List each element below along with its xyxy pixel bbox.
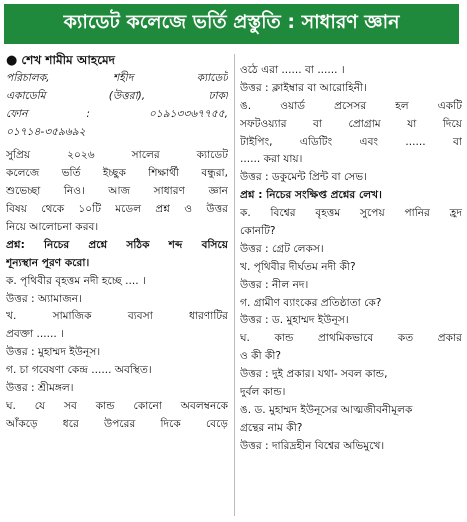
body-line: দুর্বল কান্ড। [240,386,286,399]
answer-line: উত্তর : ক্লাইম্বার বা আরোহিনী। [240,81,367,94]
answer-line: উত্তর : দুই প্রকার। যথা- সবল কান্ড, [240,368,388,381]
answer-line: উত্তর : নীল নদ। [240,278,309,291]
body-line: টাইপিং, এডিটিং এবং ...... বা [240,135,462,148]
body-line: খ. সামাজিক ব্যবসা ধারণাটির [6,310,228,323]
body-line: খ. পৃথিবীর দীর্ঘতম নদী কী? [240,260,356,273]
bullet-icon: ● [6,53,18,68]
body-line: ঘ. যে সব কান্ড কোনো অবলম্বনকে [6,399,228,412]
body-line: গ্রন্থের নাম কী? [240,421,303,434]
question-heading: প্রশ্ন : নিচের সংক্ষিপ্ত প্রশ্নের লেখ। [240,189,382,202]
body-line: কোনটি? [240,225,276,238]
body-line: ওঠে এরা ...... বা ...... । [240,64,345,76]
answer-line: উত্তর : গ্রেট লেকস। [240,242,324,255]
question-heading: শূন্যস্থান পূরণ করো। [6,256,90,269]
body-line: ও কী কী? [240,350,282,363]
headline-title: ক্যাডেট কলেজে ভর্তি প্রস্তুতি : সাধারণ জ্ঞান [63,11,400,33]
body-line: গ. চা গবেষণা কেন্দ্র ...... অবস্থিত। [6,364,152,377]
author-line: একাডেমি (উত্তরা), ঢাকা [6,89,228,102]
question-heading: প্রশ্ন: নিচের প্রশ্নে সঠিক শব্দ বসিয়ে [6,238,228,251]
body-line: ক. বিশ্বের বৃহত্তম সুপেয় পানির হ্রদ [240,207,462,220]
right-column [240,62,462,456]
body-line: বিষয় থেকে ১০টি মডেল প্রশ্ন ও উত্তর [6,203,228,216]
body-line: প্রবক্তা ...... । [6,328,64,341]
author-line: পরিচালক, শহীদ ক্যাডেট [6,71,228,84]
answer-line: উত্তর : শ্রীমঙ্গল। [6,382,74,395]
answer-line: উত্তর : দারিদ্রহীন বিশ্বের অভিমুখে। [240,439,385,452]
body-line: নিয়ে আলোচনা করব। [6,221,99,234]
body-line: ...... করা যায়। [240,153,303,166]
author-phone: ০১৭১৪-৩৫৯৬৯২ [6,125,86,138]
author-phone: ফোন : ০১৯১৩৩৬৭৭৫৫, [6,107,228,120]
body-line: শুভেচ্ছা নিও। আজ সাধারণ জ্ঞান [6,185,228,198]
answer-line: উত্তর : ড. মুহাম্মদ ইউনূস। [240,314,349,327]
column-divider [234,54,235,516]
body-line: ঙ. ওয়ার্ড প্রসেসর হল একটি [240,99,462,112]
body-line: সুপ্রিয় ২০২৬ সালের ক্যাডেট [6,149,228,162]
body-line: ক. পৃথিবীর বৃহত্তম নদী হচ্ছে .... । [6,274,146,287]
answer-line: উত্তর : মুহাম্মদ ইউনূস। [6,346,101,359]
answer-line: উত্তর : ডকুমেন্ট প্রিন্ট বা সেভ। [240,171,367,184]
author-name: ● শেখ শামীম আহমেদ [6,53,115,68]
body-line: সফটওয়্যার বা প্রোগ্রাম যা দিয়ে [240,117,462,130]
right-body [240,62,462,456]
body-line: গ. গ্রামীণ ব্যাংকের প্রতিষ্ঠাতা কে? [240,296,382,309]
body-line: আঁকড়ে ধরে উপরের দিকে বেড়ে [6,417,228,430]
left-body [6,147,228,433]
body-line: ঙ. ড. মুহাম্মদ ইউনূসের আত্মজীবনীমূলক [240,403,413,416]
body-line: ঘ. কান্ড প্রাথমিকভাবে কত প্রকার [240,332,462,345]
answer-line: উত্তর : অ্যামাজন। [6,292,82,305]
left-column [6,52,228,434]
body-line: কলেজে ভর্তি ইচ্ছুক শিক্ষার্থী বন্ধুরা, [6,167,228,180]
headline-banner [4,4,459,44]
